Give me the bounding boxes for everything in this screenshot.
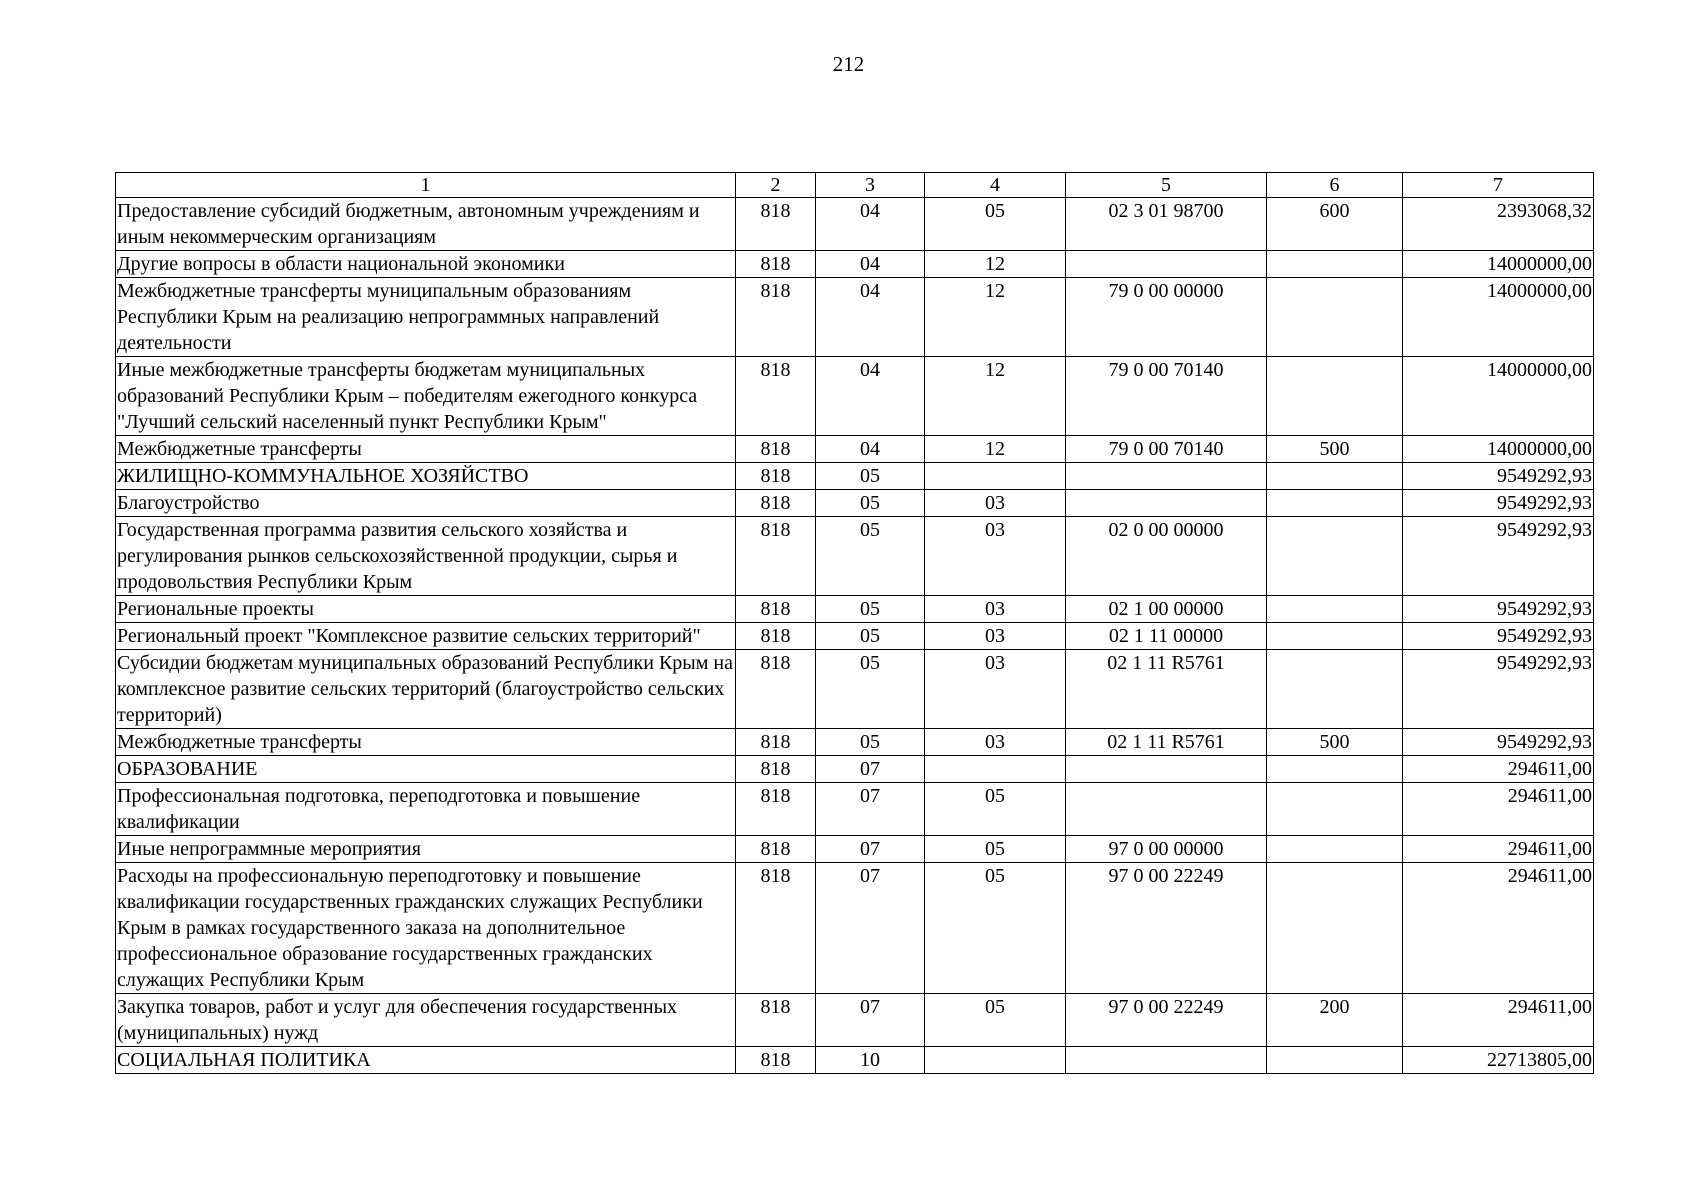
table-row	[116, 994, 1594, 1047]
target-article-cell: 79 0 00 00000	[1066, 278, 1267, 357]
table-row	[116, 596, 1594, 623]
expense-name-cell: Региональные проекты	[116, 596, 736, 623]
admin-code-cell: 818	[736, 596, 816, 623]
table-row	[116, 836, 1594, 863]
subsection-code-cell	[925, 756, 1066, 783]
header-col-5: 5	[1066, 173, 1267, 198]
amount-cell: 9549292,93	[1403, 623, 1594, 650]
table-row	[116, 198, 1594, 251]
expense-name-cell: Межбюджетные трансферты	[116, 729, 736, 756]
target-article-cell: 79 0 00 70140	[1066, 357, 1267, 436]
subsection-code-cell	[925, 1047, 1066, 1074]
target-article-cell: 02 1 11 R5761	[1066, 650, 1267, 729]
expense-name-cell: Предоставление субсидий бюджетным, автономным учреждениям и иным некоммерческим организациям	[116, 198, 736, 251]
amount-cell: 9549292,93	[1403, 729, 1594, 756]
section-code-cell: 05	[816, 463, 925, 490]
expense-type-cell	[1267, 463, 1403, 490]
subsection-code-cell: 03	[925, 490, 1066, 517]
table-row	[116, 490, 1594, 517]
expense-name-cell: Субсидии бюджетам муниципальных образований Республики Крым на комплексное развитие сельских территорий (благоустройство сельских территорий)	[116, 650, 736, 729]
section-code-cell: 07	[816, 836, 925, 863]
admin-code-cell: 818	[736, 463, 816, 490]
amount-cell: 294611,00	[1403, 783, 1594, 836]
expense-type-cell	[1267, 623, 1403, 650]
amount-cell: 294611,00	[1403, 756, 1594, 783]
budget-table	[115, 172, 1594, 1074]
subsection-code-cell: 03	[925, 623, 1066, 650]
amount-cell: 9549292,93	[1403, 517, 1594, 596]
header-col-4: 4	[925, 173, 1066, 198]
table-row	[116, 623, 1594, 650]
expense-type-cell	[1267, 1047, 1403, 1074]
target-article-cell	[1066, 1047, 1267, 1074]
amount-cell: 294611,00	[1403, 836, 1594, 863]
expense-name-cell: ОБРАЗОВАНИЕ	[116, 756, 736, 783]
admin-code-cell: 818	[736, 251, 816, 278]
subsection-code-cell: 12	[925, 278, 1066, 357]
header-col-6: 6	[1267, 173, 1403, 198]
target-article-cell: 97 0 00 00000	[1066, 836, 1267, 863]
section-code-cell: 07	[816, 863, 925, 994]
section-code-cell: 05	[816, 729, 925, 756]
expense-name-cell: Расходы на профессиональную переподготовку и повышение квалификации государственных гражданских служащих Республики Крым в рамках государственного заказа на дополнительное профессиональное образование государственных гражданских служащих Республики Крым	[116, 863, 736, 994]
section-code-cell: 07	[816, 994, 925, 1047]
subsection-code-cell: 12	[925, 251, 1066, 278]
expense-name-cell: Профессиональная подготовка, переподготовка и повышение квалификации	[116, 783, 736, 836]
table-row	[116, 650, 1594, 729]
section-code-cell: 04	[816, 198, 925, 251]
admin-code-cell: 818	[736, 863, 816, 994]
table-row	[116, 357, 1594, 436]
amount-cell: 2393068,32	[1403, 198, 1594, 251]
table-body	[116, 198, 1594, 1074]
admin-code-cell: 818	[736, 436, 816, 463]
header-col-3: 3	[816, 173, 925, 198]
table-row	[116, 756, 1594, 783]
table-row	[116, 863, 1594, 994]
amount-cell: 14000000,00	[1403, 278, 1594, 357]
table-row	[116, 1047, 1594, 1074]
amount-cell: 9549292,93	[1403, 490, 1594, 517]
expense-name-cell: Иные межбюджетные трансферты бюджетам муниципальных образований Республики Крым – победителям ежегодного конкурса "Лучший сельский населенный пункт Республики Крым"	[116, 357, 736, 436]
amount-cell: 9549292,93	[1403, 596, 1594, 623]
section-code-cell: 05	[816, 596, 925, 623]
target-article-cell: 97 0 00 22249	[1066, 863, 1267, 994]
amount-cell: 294611,00	[1403, 994, 1594, 1047]
admin-code-cell: 818	[736, 490, 816, 517]
expense-type-cell	[1267, 783, 1403, 836]
admin-code-cell: 818	[736, 1047, 816, 1074]
admin-code-cell: 818	[736, 756, 816, 783]
target-article-cell: 97 0 00 22249	[1066, 994, 1267, 1047]
table-row	[116, 729, 1594, 756]
table-row	[116, 436, 1594, 463]
table-row	[116, 463, 1594, 490]
expense-type-cell	[1267, 650, 1403, 729]
section-code-cell: 07	[816, 756, 925, 783]
admin-code-cell: 818	[736, 783, 816, 836]
table-row	[116, 517, 1594, 596]
amount-cell: 9549292,93	[1403, 650, 1594, 729]
section-code-cell: 07	[816, 783, 925, 836]
subsection-code-cell: 03	[925, 517, 1066, 596]
admin-code-cell: 818	[736, 729, 816, 756]
subsection-code-cell: 05	[925, 863, 1066, 994]
subsection-code-cell: 03	[925, 650, 1066, 729]
expense-type-cell	[1267, 278, 1403, 357]
amount-cell: 9549292,93	[1403, 463, 1594, 490]
subsection-code-cell: 05	[925, 836, 1066, 863]
header-col-2: 2	[736, 173, 816, 198]
target-article-cell	[1066, 756, 1267, 783]
admin-code-cell: 818	[736, 517, 816, 596]
admin-code-cell: 818	[736, 357, 816, 436]
admin-code-cell: 818	[736, 198, 816, 251]
expense-type-cell	[1267, 756, 1403, 783]
admin-code-cell: 818	[736, 994, 816, 1047]
subsection-code-cell: 05	[925, 198, 1066, 251]
section-code-cell: 05	[816, 650, 925, 729]
section-code-cell: 04	[816, 436, 925, 463]
expense-type-cell	[1267, 863, 1403, 994]
section-code-cell: 04	[816, 251, 925, 278]
page-number: 212	[832, 52, 865, 76]
target-article-cell: 02 3 01 98700	[1066, 198, 1267, 251]
header-row	[116, 173, 1594, 198]
section-code-cell: 04	[816, 357, 925, 436]
expense-name-cell: Иные непрограммные мероприятия	[116, 836, 736, 863]
amount-cell: 14000000,00	[1403, 251, 1594, 278]
target-article-cell: 02 1 11 R5761	[1066, 729, 1267, 756]
expense-name-cell: ЖИЛИЩНО-КОММУНАЛЬНОЕ ХОЗЯЙСТВО	[116, 463, 736, 490]
expense-name-cell: Благоустройство	[116, 490, 736, 517]
subsection-code-cell: 05	[925, 783, 1066, 836]
subsection-code-cell: 03	[925, 729, 1066, 756]
section-code-cell: 05	[816, 623, 925, 650]
subsection-code-cell: 03	[925, 596, 1066, 623]
target-article-cell: 02 1 00 00000	[1066, 596, 1267, 623]
expense-type-cell: 500	[1267, 729, 1403, 756]
target-article-cell	[1066, 490, 1267, 517]
expense-name-cell: Региональный проект "Комплексное развитие сельских территорий"	[116, 623, 736, 650]
expense-type-cell	[1267, 490, 1403, 517]
expense-type-cell	[1267, 251, 1403, 278]
amount-cell: 22713805,00	[1403, 1047, 1594, 1074]
amount-cell: 294611,00	[1403, 863, 1594, 994]
admin-code-cell: 818	[736, 650, 816, 729]
header-col-7: 7	[1403, 173, 1594, 198]
subsection-code-cell: 12	[925, 357, 1066, 436]
amount-cell: 14000000,00	[1403, 357, 1594, 436]
target-article-cell	[1066, 251, 1267, 278]
amount-cell: 14000000,00	[1403, 436, 1594, 463]
target-article-cell: 79 0 00 70140	[1066, 436, 1267, 463]
subsection-code-cell: 05	[925, 994, 1066, 1047]
expense-type-cell: 500	[1267, 436, 1403, 463]
table-row	[116, 783, 1594, 836]
header-col-1: 1	[116, 173, 736, 198]
expense-type-cell	[1267, 517, 1403, 596]
section-code-cell: 10	[816, 1047, 925, 1074]
target-article-cell: 02 0 00 00000	[1066, 517, 1267, 596]
subsection-code-cell: 12	[925, 436, 1066, 463]
table-row	[116, 278, 1594, 357]
expense-type-cell: 200	[1267, 994, 1403, 1047]
expense-name-cell: Государственная программа развития сельского хозяйства и регулирования рынков сельскохозяйственной продукции, сырья и продовольствия Республики Крым	[116, 517, 736, 596]
expense-name-cell: Другие вопросы в области национальной экономики	[116, 251, 736, 278]
admin-code-cell: 818	[736, 278, 816, 357]
expense-type-cell	[1267, 357, 1403, 436]
target-article-cell	[1066, 463, 1267, 490]
target-article-cell	[1066, 783, 1267, 836]
admin-code-cell: 818	[736, 623, 816, 650]
expense-name-cell: Межбюджетные трансферты муниципальным образованиям Республики Крым на реализацию непрограммных направлений деятельности	[116, 278, 736, 357]
expense-type-cell: 600	[1267, 198, 1403, 251]
admin-code-cell: 818	[736, 836, 816, 863]
section-code-cell: 05	[816, 490, 925, 517]
expense-type-cell	[1267, 596, 1403, 623]
expense-name-cell: СОЦИАЛЬНАЯ ПОЛИТИКА	[116, 1047, 736, 1074]
expense-name-cell: Закупка товаров, работ и услуг для обеспечения государственных (муниципальных) нужд	[116, 994, 736, 1047]
expense-type-cell	[1267, 836, 1403, 863]
expense-name-cell: Межбюджетные трансферты	[116, 436, 736, 463]
section-code-cell: 05	[816, 517, 925, 596]
target-article-cell: 02 1 11 00000	[1066, 623, 1267, 650]
subsection-code-cell	[925, 463, 1066, 490]
section-code-cell: 04	[816, 278, 925, 357]
table-row	[116, 251, 1594, 278]
